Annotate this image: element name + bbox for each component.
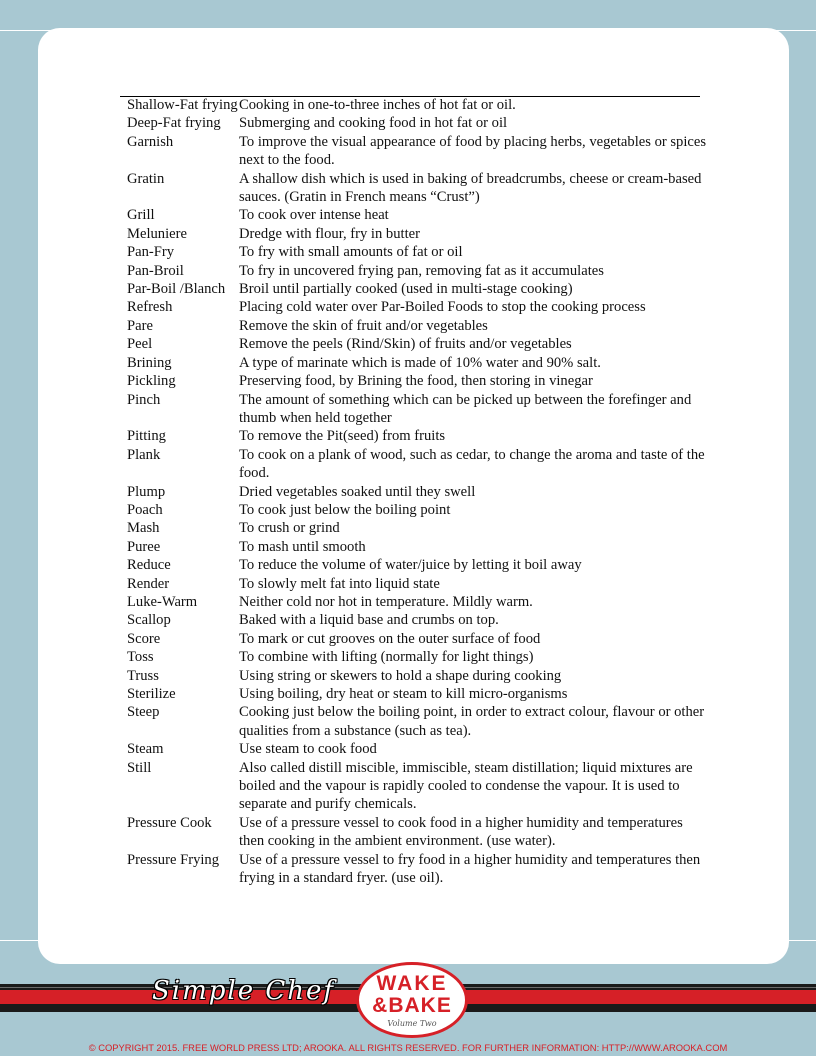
glossary-term: Truss xyxy=(127,667,159,684)
glossary-definition: To cook over intense heat xyxy=(239,207,389,224)
glossary-row xyxy=(127,317,707,335)
glossary-row xyxy=(127,335,707,353)
glossary-row xyxy=(127,814,707,851)
glossary-row xyxy=(127,685,707,703)
glossary-row xyxy=(127,225,707,243)
glossary-definition: Cooking just below the boiling point, in order to extract colour, flavour or other qualities from a substance (such as tea). xyxy=(239,704,705,739)
glossary-definition: Dredge with flour, fry in butter xyxy=(239,225,420,242)
glossary-term: Plump xyxy=(127,483,166,500)
brand-wordmark: Simple Chef xyxy=(152,976,336,1006)
glossary-term: Poach xyxy=(127,501,163,518)
glossary-row xyxy=(127,298,707,316)
glossary-row xyxy=(127,759,707,814)
glossary-definition: To combine with lifting (normally for light things) xyxy=(239,649,534,666)
glossary-row xyxy=(127,630,707,648)
glossary-row xyxy=(127,538,707,556)
copyright-notice: © COPYRIGHT 2015. FREE WORLD PRESS LTD; AROOKA. ALL RIGHTS RESERVED. FOR FURTHER INFORMATION: HTTP://WWW.AROOKA.COM xyxy=(88,1042,728,1053)
glossary-term: Sterilize xyxy=(127,686,176,702)
glossary-term: Render xyxy=(127,575,170,592)
glossary-definition: To fry with small amounts of fat or oil xyxy=(239,244,463,261)
glossary-row xyxy=(127,593,707,611)
glossary-row xyxy=(127,262,707,280)
glossary-term: Grill xyxy=(127,207,155,224)
glossary-definition: To remove the Pit(seed) from fruits xyxy=(239,428,446,445)
glossary-term: Pare xyxy=(127,317,153,334)
glossary-definition: To crush or grind xyxy=(239,520,340,537)
logo-line-3: Volume Two xyxy=(387,1019,437,1028)
glossary-term: Scallop xyxy=(127,612,171,629)
glossary-term: Refresh xyxy=(127,299,173,316)
glossary-term: Still xyxy=(127,759,152,776)
glossary-row xyxy=(127,851,707,888)
glossary-term: Par-Boil /Blanch xyxy=(127,281,226,298)
glossary-row xyxy=(127,133,707,170)
glossary-definition: A type of marinate which is made of 10% water and 90% salt. xyxy=(239,354,601,371)
glossary-term: Score xyxy=(127,630,161,647)
glossary-row xyxy=(127,740,707,758)
cooking-glossary xyxy=(127,96,707,887)
glossary-row xyxy=(127,243,707,261)
glossary-term: Pressure Cook xyxy=(127,814,212,831)
glossary-definition: The amount of something which can be picked up between the forefinger and thumb when held together xyxy=(239,391,692,426)
glossary-definition: Using boiling, dry heat or steam to kill micro-organisms xyxy=(239,686,568,702)
glossary-term: Pan-Broil xyxy=(127,262,184,279)
glossary-term: Pitting xyxy=(127,428,166,445)
glossary-definition: Cooking in one-to-three inches of hot fat or oil. xyxy=(239,97,516,113)
glossary-term: Brining xyxy=(127,354,172,371)
glossary-definition: Also called distill miscible, immiscible, steam distillation; liquid mixtures are boiled and the vapour is rapidly cooled to condense the vapour. It is used to separate and purify chemicals. xyxy=(239,759,693,813)
glossary-row xyxy=(127,170,707,207)
glossary-row xyxy=(127,703,707,740)
glossary-definition: To fry in uncovered frying pan, removing fat as it accumulates xyxy=(239,262,604,279)
glossary-definition: Remove the peels (Rind/Skin) of fruits and/or vegetables xyxy=(239,336,572,353)
glossary-definition: To slowly melt fat into liquid state xyxy=(239,575,440,592)
glossary-term: Deep-Fat frying xyxy=(127,115,221,132)
glossary-term: Mash xyxy=(127,520,160,537)
glossary-definition: Neither cold nor hot in temperature. Mildly warm. xyxy=(239,593,533,610)
glossary-row xyxy=(127,354,707,372)
glossary-definition: Remove the skin of fruit and/or vegetables xyxy=(239,317,488,334)
glossary-definition: To cook just below the boiling point xyxy=(239,501,451,518)
glossary-term: Garnish xyxy=(127,133,174,150)
glossary-row xyxy=(127,280,707,298)
glossary-definition: Use of a pressure vessel to fry food in a higher humidity and temperatures then frying in a standard fryer. (use oil). xyxy=(239,851,701,887)
glossary-definition: Submerging and cooking food in hot fat or oil xyxy=(239,115,508,132)
glossary-term: Luke-Warm xyxy=(127,593,198,610)
glossary-row xyxy=(127,483,707,501)
wake-bake-logo xyxy=(356,962,468,1038)
glossary-definition: A shallow dish which is used in baking of breadcrumbs, cheese or cream-based sauces. (Gratin in French means “Crust”) xyxy=(239,170,702,206)
glossary-row xyxy=(127,501,707,519)
logo-line-2: &BAKE xyxy=(372,994,452,1017)
glossary-row xyxy=(127,648,707,666)
glossary-definition: Placing cold water over Par-Boiled Foods to stop the cooking process xyxy=(239,299,646,316)
glossary-definition: Using string or skewers to hold a shape during cooking xyxy=(239,667,562,684)
glossary-term: Plank xyxy=(127,446,161,463)
glossary-definition: Preserving food, by Brining the food, then storing in vinegar xyxy=(239,373,593,390)
logo-line-1: WAKE xyxy=(376,972,448,995)
glossary-definition: To reduce the volume of water/juice by letting it boil away xyxy=(239,557,582,574)
glossary-definition: Baked with a liquid base and crumbs on top. xyxy=(239,612,499,629)
glossary-term: Pickling xyxy=(127,373,176,390)
glossary-definition: To improve the visual appearance of food by placing herbs, vegetables or spices next to the food. xyxy=(239,133,707,169)
glossary-row xyxy=(127,372,707,390)
glossary-term: Meluniere xyxy=(127,225,187,242)
glossary-term: Peel xyxy=(127,336,153,353)
glossary-row xyxy=(127,391,707,428)
glossary-row xyxy=(127,446,707,483)
glossary-row xyxy=(127,427,707,445)
glossary-row xyxy=(127,667,707,685)
glossary-row xyxy=(127,519,707,537)
glossary-term: Steam xyxy=(127,741,164,758)
glossary-term: Gratin xyxy=(127,170,165,187)
glossary-row xyxy=(127,206,707,224)
glossary-term: Pinch xyxy=(127,391,161,408)
glossary-definition: Use steam to cook food xyxy=(239,741,377,758)
glossary-definition: Dried vegetables soaked until they swell xyxy=(239,483,476,500)
glossary-term: Reduce xyxy=(127,557,171,574)
glossary-term: Toss xyxy=(127,649,154,666)
glossary-definition: Broil until partially cooked (used in multi-stage cooking) xyxy=(239,281,573,298)
glossary-term: Pressure Frying xyxy=(127,851,220,868)
glossary-term: Pan-Fry xyxy=(127,244,175,261)
glossary-row xyxy=(127,575,707,593)
glossary-definition: To mash until smooth xyxy=(239,538,366,555)
glossary-row xyxy=(127,556,707,574)
glossary-term: Puree xyxy=(127,538,161,555)
glossary-row xyxy=(127,96,707,114)
glossary-definition: To cook on a plank of wood, such as cedar, to change the aroma and taste of the food. xyxy=(239,446,705,482)
glossary-definition: To mark or cut grooves on the outer surface of food xyxy=(239,630,541,647)
glossary-term: Steep xyxy=(127,704,160,721)
glossary-row xyxy=(127,611,707,629)
glossary-term: Shallow-Fat frying xyxy=(127,97,238,113)
glossary-row xyxy=(127,114,707,132)
glossary-definition: Use of a pressure vessel to cook food in a higher humidity and temperatures then cooking in the ambient environment. (use water). xyxy=(239,814,683,850)
